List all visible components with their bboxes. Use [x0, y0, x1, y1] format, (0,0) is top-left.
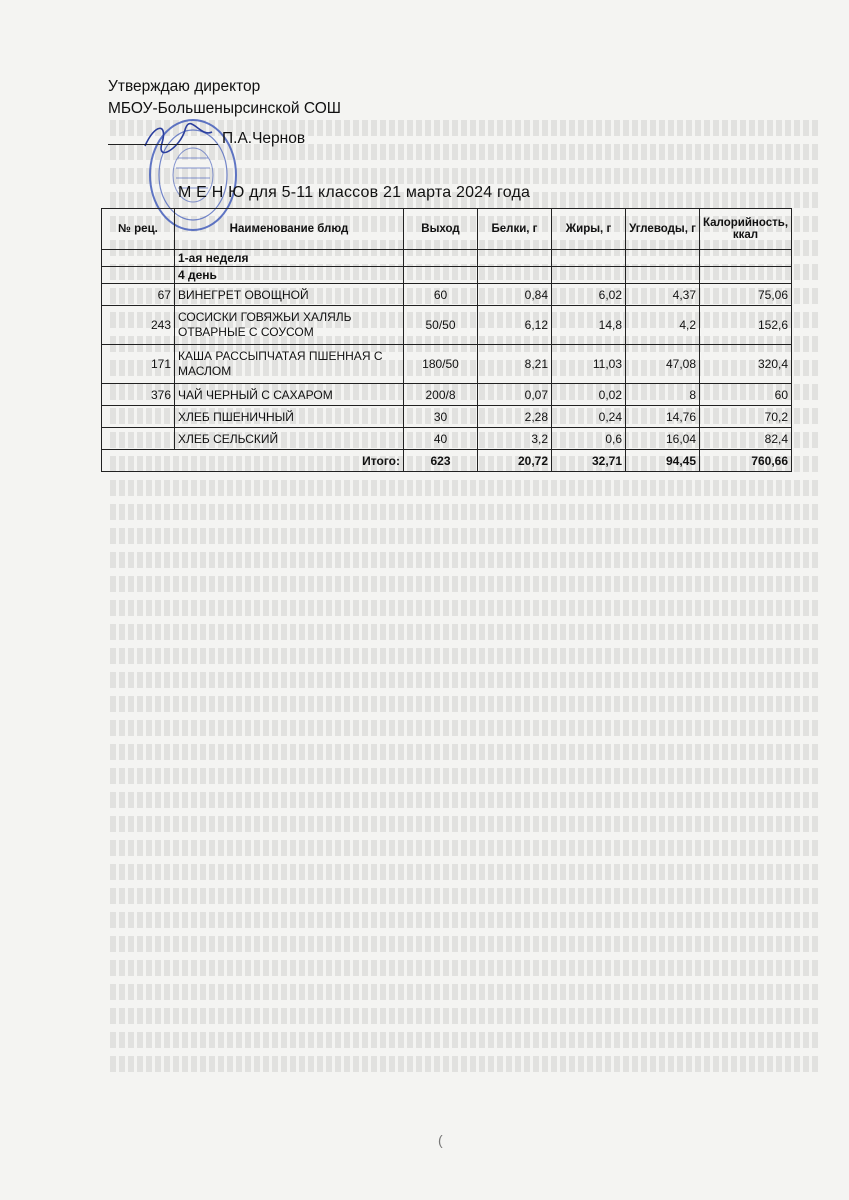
dish-carbs: 4,2	[626, 306, 700, 345]
total-row	[102, 450, 792, 472]
dish-output: 40	[404, 428, 478, 450]
recipe-no	[102, 406, 175, 428]
recipe-no: 243	[102, 306, 175, 345]
recipe-no: 376	[102, 384, 175, 406]
dish-protein: 8,21	[478, 345, 552, 384]
dish-fat: 0,02	[552, 384, 626, 406]
table-row	[102, 284, 792, 306]
signer-name: П.А.Чернов	[222, 130, 306, 147]
header-carbs: Углеводы, г	[626, 209, 700, 250]
page-edge-mark: (	[438, 1132, 443, 1148]
dish-output: 60	[404, 284, 478, 306]
header-fat: Жиры, г	[552, 209, 626, 250]
recipe-no	[102, 428, 175, 450]
dish-calories: 60	[700, 384, 792, 406]
dish-fat: 0,6	[552, 428, 626, 450]
dish-calories: 152,6	[700, 306, 792, 345]
day-row	[102, 267, 792, 284]
dish-fat: 11,03	[552, 345, 626, 384]
dish-name: КАША РАССЫПЧАТАЯ ПШЕННАЯ С МАСЛОМ	[175, 345, 404, 384]
table-header-row	[102, 209, 792, 250]
total-label: Итого:	[102, 450, 404, 472]
dish-calories: 82,4	[700, 428, 792, 450]
director-signature	[140, 118, 220, 158]
dish-carbs: 8	[626, 384, 700, 406]
dish-name: СОСИСКИ ГОВЯЖЬИ ХАЛЯЛЬ ОТВАРНЫЕ С СОУСОМ	[175, 306, 404, 345]
dish-fat: 0,24	[552, 406, 626, 428]
week-label: 1-ая неделя	[175, 250, 404, 267]
recipe-no: 67	[102, 284, 175, 306]
week-row	[102, 250, 792, 267]
dish-name: ВИНЕГРЕТ ОВОЩНОЙ	[175, 284, 404, 306]
total-protein: 20,72	[478, 450, 552, 472]
menu-title: М Е Н Ю для 5-11 классов 21 марта 2024 года	[178, 184, 531, 201]
header-dish-name: Наименование блюд	[175, 209, 404, 250]
table-row	[102, 406, 792, 428]
dish-protein: 6,12	[478, 306, 552, 345]
dish-output: 50/50	[404, 306, 478, 345]
dish-calories: 70,2	[700, 406, 792, 428]
total-calories: 760,66	[700, 450, 792, 472]
approval-title: Утверждаю директор	[108, 78, 261, 95]
dish-carbs: 14,76	[626, 406, 700, 428]
dish-output: 180/50	[404, 345, 478, 384]
total-carbs: 94,45	[626, 450, 700, 472]
dish-calories: 320,4	[700, 345, 792, 384]
dish-name: ХЛЕБ СЕЛЬСКИЙ	[175, 428, 404, 450]
dish-protein: 0,84	[478, 284, 552, 306]
dish-fat: 6,02	[552, 284, 626, 306]
menu-table	[101, 208, 792, 472]
dish-protein: 3,2	[478, 428, 552, 450]
day-label: 4 день	[175, 267, 404, 284]
dish-output: 200/8	[404, 384, 478, 406]
dish-carbs: 4,37	[626, 284, 700, 306]
dish-name: ХЛЕБ ПШЕНИЧНЫЙ	[175, 406, 404, 428]
signature-line	[108, 144, 218, 145]
approval-block	[108, 76, 341, 120]
dish-calories: 75,06	[700, 284, 792, 306]
table-row	[102, 428, 792, 450]
header-calories: Калорийность, ккал	[700, 209, 792, 250]
table-row	[102, 306, 792, 345]
dish-protein: 0,07	[478, 384, 552, 406]
total-output: 623	[404, 450, 478, 472]
header-protein: Белки, г	[478, 209, 552, 250]
dish-carbs: 16,04	[626, 428, 700, 450]
header-recipe-no: № рец.	[102, 209, 175, 250]
total-fat: 32,71	[552, 450, 626, 472]
dish-carbs: 47,08	[626, 345, 700, 384]
dish-output: 30	[404, 406, 478, 428]
header-output: Выход	[404, 209, 478, 250]
table-row	[102, 345, 792, 384]
dish-protein: 2,28	[478, 406, 552, 428]
recipe-no: 171	[102, 345, 175, 384]
table-row	[102, 384, 792, 406]
school-name: МБОУ-Большенырсинской СОШ	[108, 100, 341, 117]
dish-name: ЧАЙ ЧЕРНЫЙ С САХАРОМ	[175, 384, 404, 406]
dish-fat: 14,8	[552, 306, 626, 345]
